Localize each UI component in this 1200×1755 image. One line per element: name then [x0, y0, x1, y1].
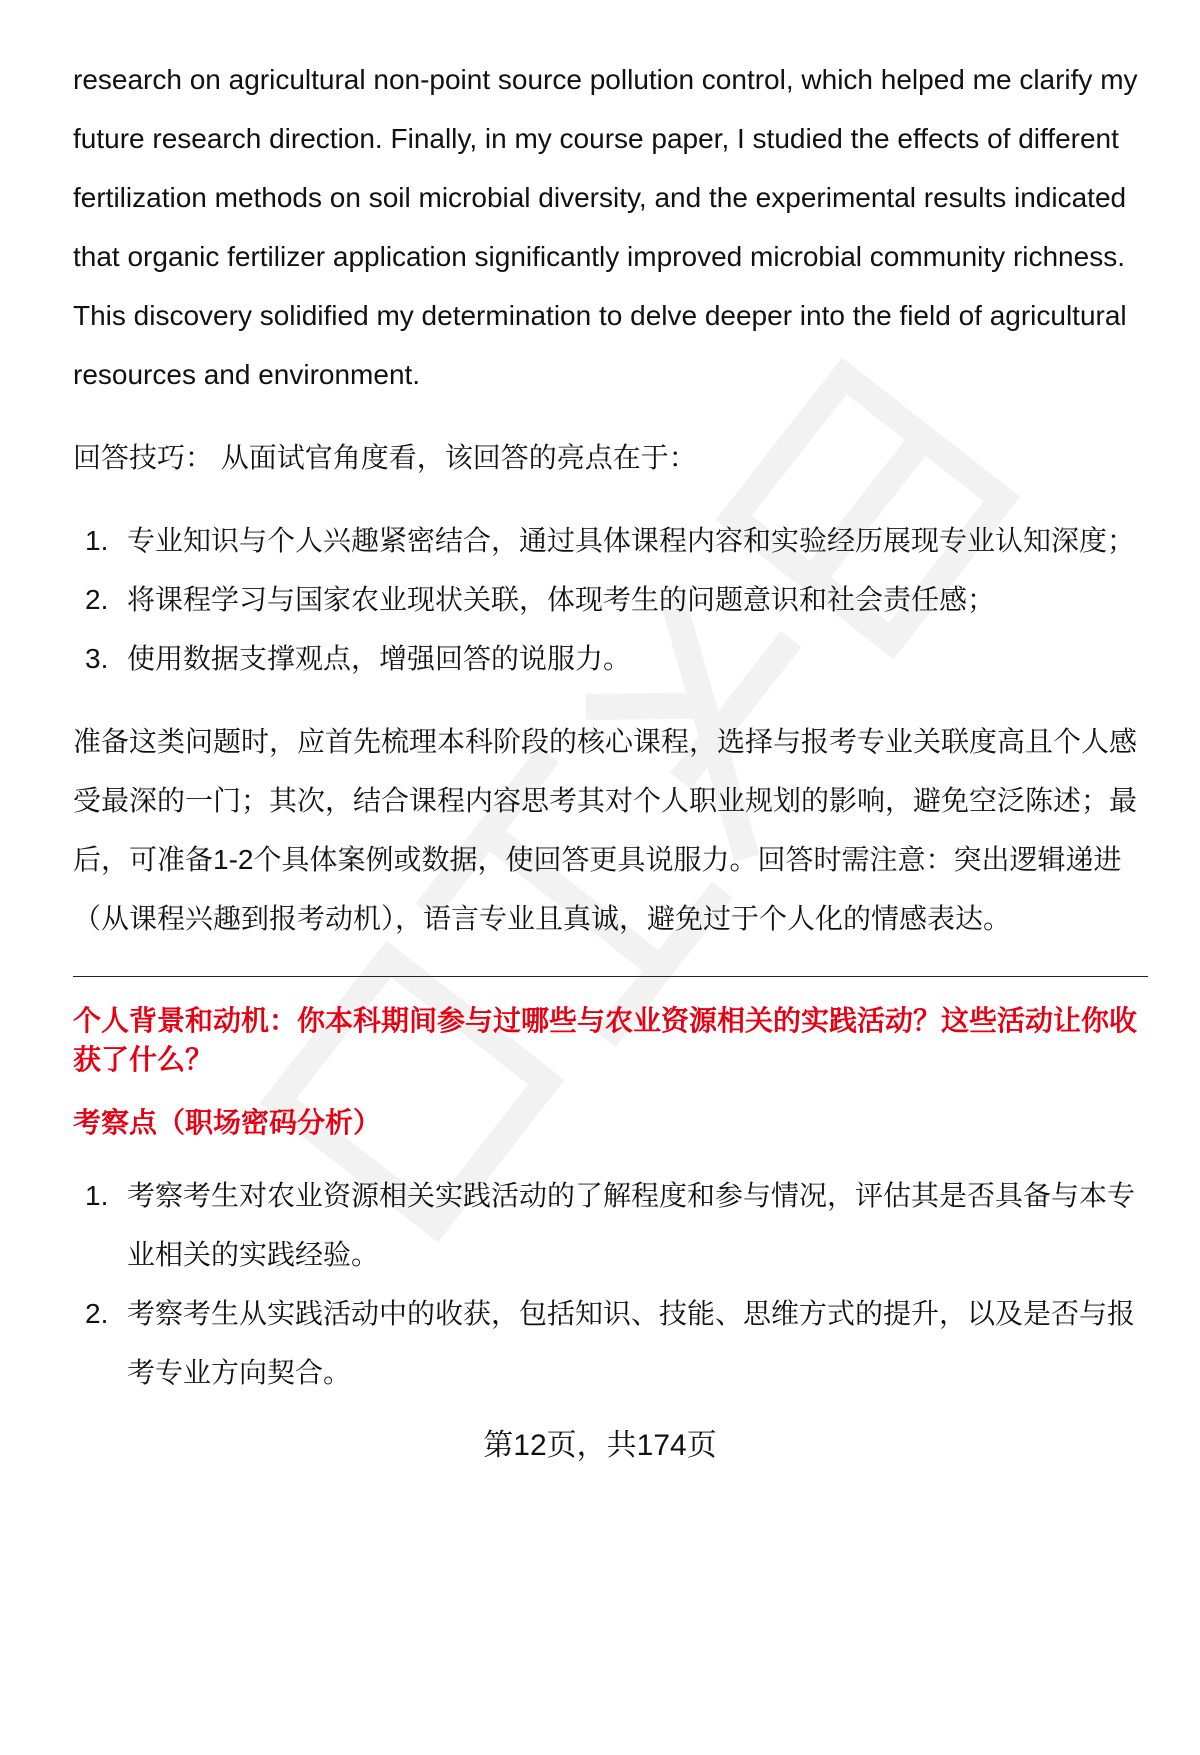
list-text: 考察考生对农业资源相关实践活动的了解程度和参与情况，评估其是否具备与本专业相关的实践经验。 [127, 1180, 1136, 1270]
list-text: 使用数据支撑观点，增强回答的说服力。 [127, 643, 632, 674]
list-text: 将课程学习与国家农业现状关联，体现考生的问题意识和社会责任感； [127, 584, 996, 615]
list-number: 3. [85, 643, 109, 674]
list-item [73, 1166, 1148, 1284]
list-item [73, 1284, 1148, 1402]
list-text: 专业知识与个人兴趣紧密结合，通过具体课程内容和实验经历展现专业认知深度； [127, 525, 1136, 556]
list-item [73, 511, 1148, 570]
intro-paragraph: research on agricultural non-point source pollution control, which helped me clarify my future research direction. Finally, in my course paper, I studied the effects of different fertilization methods on soil microbial diversity, and the experimental results indicated that organic fertilizer application significantly improved microbial community richness. This discovery solidified my determination to delve deeper into the field of agricultural resources and environment. [73, 64, 1138, 390]
list-item [73, 629, 1148, 688]
list-text: 考察考生从实践活动中的收获，包括知识、技能、思维方式的提升，以及是否与报考专业方向契合。 [127, 1298, 1136, 1388]
question-heading: 个人背景和动机：你本科期间参与过哪些与农业资源相关的实践活动？这些活动让你收获了什么？ [73, 1005, 1138, 1075]
list-item [73, 570, 1148, 629]
list-number: 2. [85, 584, 109, 615]
tips-label: 回答技巧： 从面试官角度看，该回答的亮点在于： [73, 442, 697, 473]
list-number: 2. [85, 1298, 109, 1329]
page-footer: 第12页，共174页 [483, 1429, 717, 1462]
focus-heading: 考察点（职场密码分析） [73, 1107, 382, 1138]
prep-paragraph: 准备这类问题时，应首先梳理本科阶段的核心课程，选择与报考专业关联度高且个人感受最深的一门；其次，结合课程内容思考其对个人职业规划的影响，避免空泛陈述；最后，可准备1-2个具体案例或数据，使回答更具说服力。回答时需注意：突出逻辑递进（从课程兴趣到报考动机），语言专业且真诚，避免过于个人化的情感表达。 [73, 726, 1138, 934]
list-number: 1. [85, 1180, 109, 1211]
list-number: 1. [85, 525, 109, 556]
